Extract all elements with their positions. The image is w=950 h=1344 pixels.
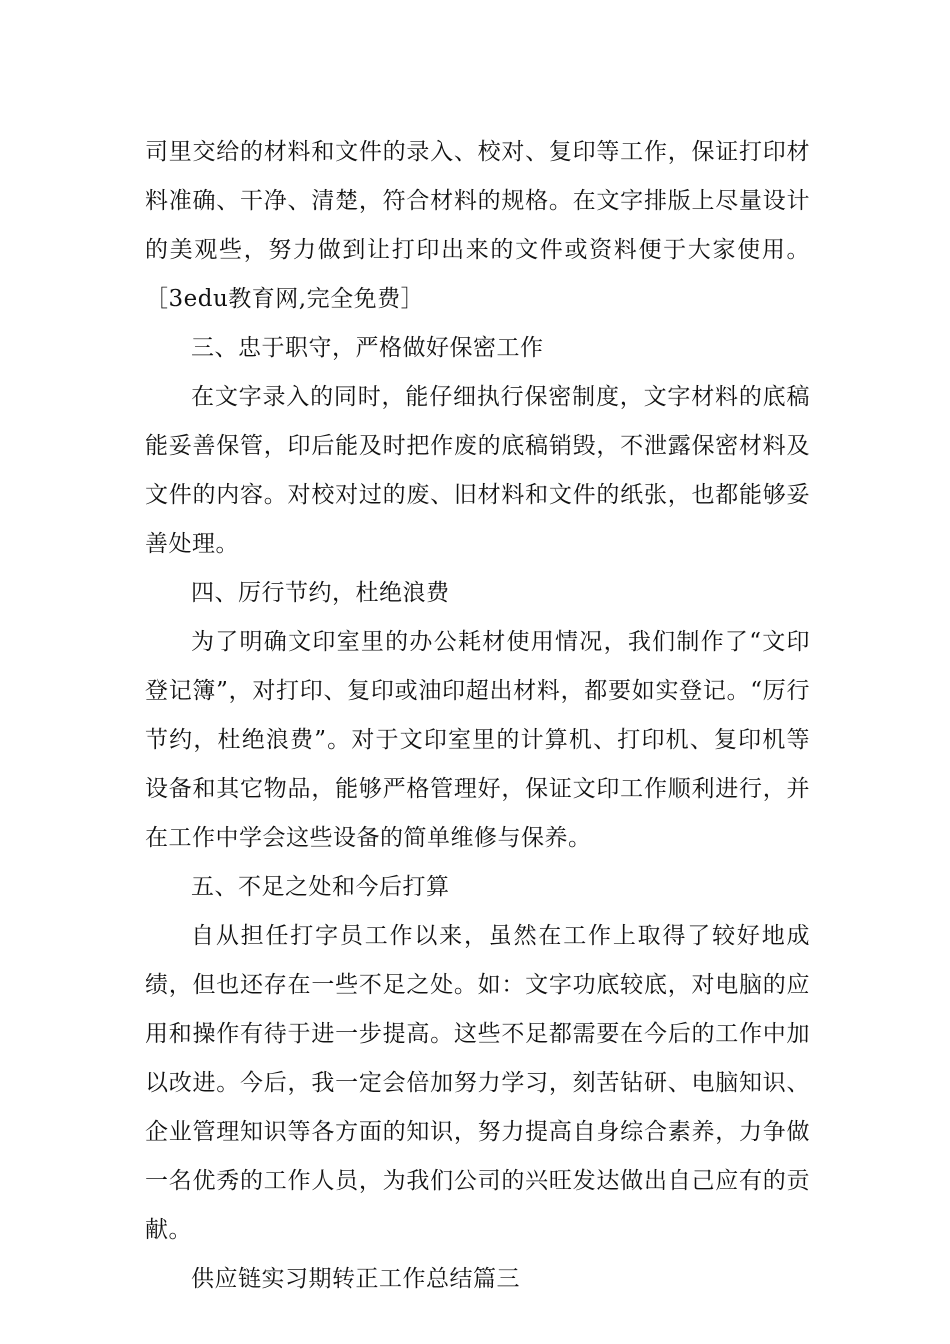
paragraph-continuation: 司里交给的材料和文件的录入、校对、复印等工作，保证打印材料准确、干净、清楚，符合材料的规格。在文字排版上尽量设计的美观些，努力做到让打印出来的文件或资料便于大家使用。［3edu教育网,完全免费］	[145, 139, 810, 312]
paragraph-shortcomings: 自从担任打字员工作以来，虽然在工作上取得了较好地成绩，但也还存在一些不足之处。如：文字功底较底，对电脑的应用和操作有待于进一步提高。这些不足都需要在今后的工作中加以改进。今后，我一定会倍加努力学习，刻苦钻研、电脑知识、企业管理知识等各方面的知识，努力提高自身综合素养，力争做一名优秀的工作人员，为我们公司的兴旺发达做出自己应有的贡献。	[145, 923, 810, 1243]
section-heading-3: 三、忠于职守，严格做好保密工作	[191, 335, 544, 361]
paragraph-thrift: 为了明确文印室里的办公耗材使用情况，我们制作了“文印登记簿”，对打印、复印或油印超出材料，都要如实登记。“厉行节约，杜绝浪费”。对于文印室里的计算机、打印机、复印机等设备和其它物品，能够严格管理好，保证文印工作顺利进行，并在工作中学会这些设备的简单维修与保养。	[145, 629, 810, 851]
next-article-title: 供应链实习期转正工作总结篇三	[191, 1266, 520, 1292]
paragraph-confidentiality: 在文字录入的同时，能仔细执行保密制度，文字材料的底稿能妥善保管，印后能及时把作废的底稿销毁，不泄露保密材料及文件的内容。对校对过的废、旧材料和文件的纸张，也都能够妥善处理。	[145, 384, 810, 557]
document-body	[145, 128, 810, 1304]
section-heading-4: 四、厉行节约，杜绝浪费	[191, 580, 450, 606]
section-heading-5: 五、不足之处和今后打算	[191, 874, 450, 900]
